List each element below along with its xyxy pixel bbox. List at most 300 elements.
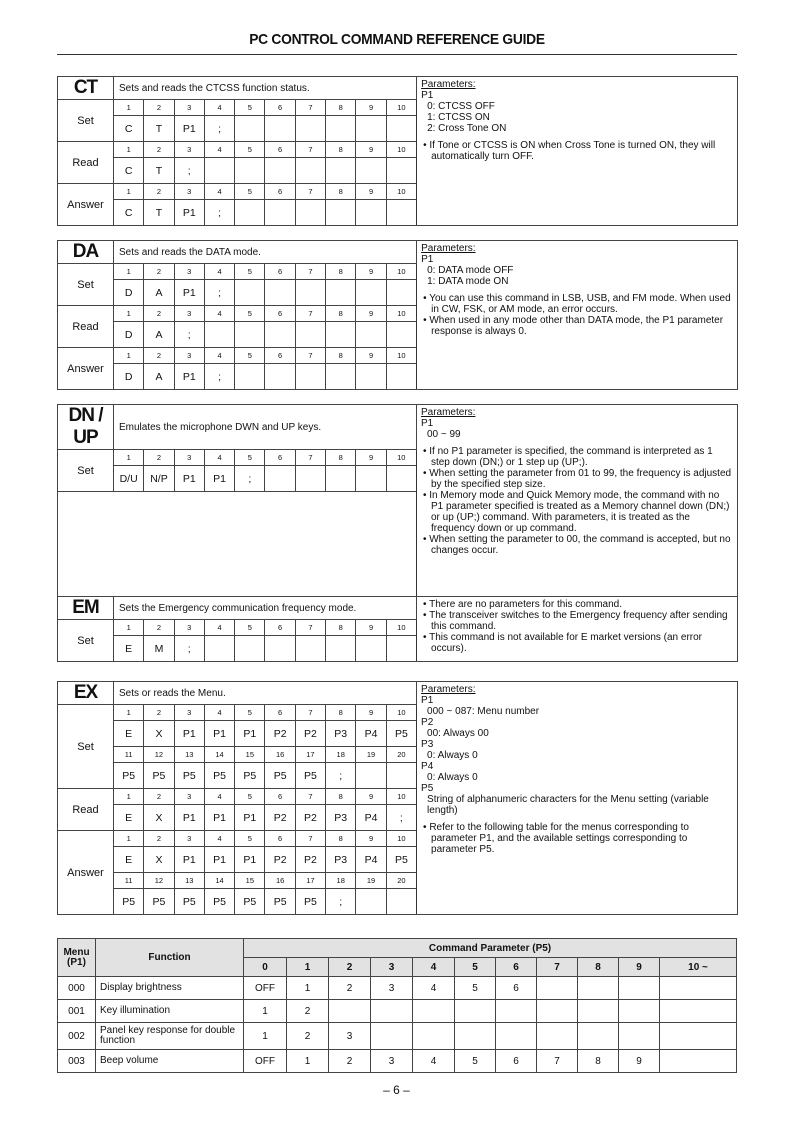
note-bullet: • There are no parameters for this command.: [423, 599, 622, 610]
mode-label: Set: [58, 450, 114, 492]
command-char: P5: [144, 889, 174, 915]
position-number: 7: [295, 348, 325, 364]
command-char: [386, 636, 416, 662]
position-number: 2: [144, 264, 174, 280]
header-column: 5: [455, 958, 496, 977]
menu-value: [578, 1000, 619, 1023]
mode-label: Set: [58, 100, 114, 142]
command-char: [204, 322, 234, 348]
command-char: P5: [114, 763, 144, 789]
command-char: [356, 280, 386, 306]
command-char: P1: [235, 805, 265, 831]
menu-value: 8: [578, 1050, 619, 1073]
command-char: [386, 200, 416, 226]
position-number: 12: [144, 873, 174, 889]
command-char: P1: [174, 116, 204, 142]
menu-value: OFF: [244, 977, 287, 1000]
position-number: 4: [204, 348, 234, 364]
header-column: 2: [329, 958, 371, 977]
command-char: P5: [265, 763, 295, 789]
command-name: DA: [58, 241, 114, 264]
command-char: P2: [295, 721, 325, 747]
command-char: P1: [174, 364, 204, 390]
command-char: [265, 636, 295, 662]
command-char: P2: [265, 847, 295, 873]
parameter-line: 2: Cross Tone ON: [427, 123, 507, 134]
menu-value: 6: [496, 1050, 537, 1073]
command-char: [326, 116, 356, 142]
menu-value: [660, 977, 737, 1000]
menu-value: 3: [371, 1050, 413, 1073]
mode-label: Read: [58, 142, 114, 184]
mode-label: Read: [58, 306, 114, 348]
menu-value: [455, 1023, 496, 1050]
command-char: [326, 364, 356, 390]
command-char: P1: [174, 805, 204, 831]
command-char: [386, 889, 416, 915]
menu-value: [619, 1023, 660, 1050]
menu-value: [496, 1023, 537, 1050]
command-char: [386, 322, 416, 348]
command-char: X: [144, 847, 174, 873]
position-number: 9: [356, 264, 386, 280]
command-char: X: [144, 805, 174, 831]
parameter-line: P1: [421, 695, 434, 706]
position-number: 6: [265, 100, 295, 116]
position-number: 1: [114, 184, 144, 200]
mode-label: Set: [58, 705, 114, 789]
command-char: [265, 364, 295, 390]
note-bullet: • If no P1 parameter is specified, the command is interpreted as 1 step down (DN;) or 1 step up (UP;).: [422, 446, 713, 468]
position-number: 9: [356, 620, 386, 636]
position-number: 8: [326, 705, 356, 721]
parameter-line: 000 ~ 087: Menu number: [427, 706, 540, 717]
command-char: [295, 466, 325, 492]
position-number: 3: [174, 184, 204, 200]
command-char: ;: [174, 322, 204, 348]
command-char: [265, 116, 295, 142]
menu-function: Display brightness: [96, 977, 244, 1000]
position-number: 10: [386, 620, 416, 636]
position-number: 4: [204, 831, 234, 847]
command-char: [265, 200, 295, 226]
menu-value: 2: [329, 1050, 371, 1073]
command-char: [265, 158, 295, 184]
position-number: 6: [265, 142, 295, 158]
position-number: 1: [114, 306, 144, 322]
note-bullet: • When setting the parameter to 00, the command is accepted, but no changes occur.: [422, 534, 731, 556]
position-number: 1: [114, 789, 144, 805]
position-number: 16: [265, 747, 295, 763]
menu-value: 2: [287, 1023, 329, 1050]
position-number: 4: [204, 789, 234, 805]
command-char: D/U: [114, 466, 144, 492]
position-number: 1: [114, 100, 144, 116]
position-number: 9: [356, 789, 386, 805]
menu-value: 1: [244, 1000, 287, 1023]
command-char: P5: [204, 763, 234, 789]
position-number: 6: [265, 450, 295, 466]
command-char: [235, 116, 265, 142]
command-char: P1: [204, 805, 234, 831]
position-number: 7: [295, 142, 325, 158]
command-char: D: [114, 280, 144, 306]
position-number: 18: [326, 747, 356, 763]
parameter-line: P1: [421, 254, 434, 265]
command-char: P5: [174, 763, 204, 789]
position-number: 15: [235, 873, 265, 889]
command-char: P5: [386, 847, 416, 873]
menu-value: OFF: [244, 1050, 287, 1073]
position-number: 2: [144, 831, 174, 847]
command-char: P1: [235, 847, 265, 873]
position-number: 4: [204, 264, 234, 280]
menu-row: [58, 977, 737, 1000]
parameter-line: Parameters:: [421, 684, 476, 695]
menu-value: [537, 1000, 578, 1023]
menu-number: 001: [58, 1000, 96, 1023]
command-char: C: [114, 200, 144, 226]
command-char: [356, 158, 386, 184]
position-number: 11: [114, 873, 144, 889]
command-char: [326, 158, 356, 184]
position-number: 2: [144, 142, 174, 158]
header-column: 7: [537, 958, 578, 977]
position-number: 2: [144, 184, 174, 200]
menu-value: [455, 1000, 496, 1023]
position-number: 19: [356, 747, 386, 763]
position-number: 9: [356, 348, 386, 364]
command-char: P5: [144, 763, 174, 789]
command-char: P1: [174, 200, 204, 226]
parameter-line: P1: [421, 90, 434, 101]
position-number: 10: [386, 142, 416, 158]
command-char: [356, 200, 386, 226]
page-title: PC CONTROL COMMAND REFERENCE GUIDE: [249, 31, 545, 48]
position-number: 10: [386, 450, 416, 466]
position-number: 7: [295, 184, 325, 200]
position-number: 10: [386, 705, 416, 721]
command-char: [295, 158, 325, 184]
position-number: 4: [204, 620, 234, 636]
position-number: 8: [326, 348, 356, 364]
position-number: 8: [326, 142, 356, 158]
page-number: – 6 –: [383, 1083, 410, 1097]
menu-value: [660, 1050, 737, 1073]
menu-value: [578, 977, 619, 1000]
position-number: 5: [235, 184, 265, 200]
menu-value: 1: [287, 977, 329, 1000]
position-number: 14: [204, 747, 234, 763]
position-number: 20: [386, 747, 416, 763]
command-char: [295, 322, 325, 348]
position-number: 7: [295, 831, 325, 847]
command-char: ;: [386, 805, 416, 831]
position-number: 10: [386, 264, 416, 280]
parameter-line: 0: CTCSS OFF: [427, 101, 495, 112]
position-number: 19: [356, 873, 386, 889]
header-column: 0: [244, 958, 287, 977]
position-number: 5: [235, 705, 265, 721]
position-number: 5: [235, 264, 265, 280]
command-char: [295, 200, 325, 226]
position-number: 3: [174, 705, 204, 721]
menu-value: [619, 977, 660, 1000]
position-number: 6: [265, 184, 295, 200]
note-bullet: • If Tone or CTCSS is ON when Cross Tone is turned ON, they will automatically turn OFF.: [423, 140, 716, 162]
parameter-line: P5: [421, 783, 434, 794]
position-number: 9: [356, 306, 386, 322]
position-number: 10: [386, 831, 416, 847]
position-number: 2: [144, 789, 174, 805]
position-number: 17: [295, 747, 325, 763]
position-number: 2: [144, 306, 174, 322]
note-bullet: • The transceiver switches to the Emergency frequency after sending this command.: [423, 610, 728, 632]
menu-value: 9: [619, 1050, 660, 1073]
command-char: P5: [114, 889, 144, 915]
position-number: 8: [326, 264, 356, 280]
command-char: C: [114, 158, 144, 184]
command-char: P2: [265, 721, 295, 747]
command-char: T: [144, 158, 174, 184]
command-char: [295, 636, 325, 662]
menu-value: 7: [537, 1050, 578, 1073]
command-char: [295, 280, 325, 306]
position-number: 9: [356, 831, 386, 847]
command-char: P3: [326, 805, 356, 831]
position-number: 5: [235, 450, 265, 466]
menu-value: 1: [287, 1050, 329, 1073]
position-number: 8: [326, 450, 356, 466]
empty-area: [58, 492, 417, 597]
menu-value: [413, 1023, 455, 1050]
command-char: P3: [326, 721, 356, 747]
menu-value: 2: [329, 977, 371, 1000]
note-bullet: • This command is not available for E market versions (an error occurs).: [423, 632, 703, 654]
header-function: Function: [96, 939, 244, 977]
command-char: T: [144, 200, 174, 226]
menu-value: [578, 1023, 619, 1050]
command-char: [386, 364, 416, 390]
command-char: ;: [204, 116, 234, 142]
parameter-line: 0: Always 0: [427, 750, 478, 761]
position-number: 12: [144, 747, 174, 763]
menu-value: [371, 1000, 413, 1023]
command-char: [265, 280, 295, 306]
note-bullet: • When used in any mode other than DATA mode, the P1 parameter response is always 0.: [423, 315, 724, 337]
position-number: 4: [204, 306, 234, 322]
command-name: EM: [58, 597, 114, 620]
command-char: P1: [204, 466, 234, 492]
position-number: 10: [386, 789, 416, 805]
position-number: 8: [326, 184, 356, 200]
menu-value: 3: [329, 1023, 371, 1050]
position-number: 1: [114, 620, 144, 636]
menu-value: [660, 1023, 737, 1050]
header-menu: Menu (P1): [58, 939, 96, 977]
header-column: 3: [371, 958, 413, 977]
parameter-line: Parameters:: [421, 79, 476, 90]
command-char: [235, 364, 265, 390]
command-char: [386, 280, 416, 306]
command-char: P1: [204, 721, 234, 747]
position-number: 8: [326, 831, 356, 847]
mode-label: Answer: [58, 348, 114, 390]
position-number: 5: [235, 348, 265, 364]
position-number: 7: [295, 100, 325, 116]
header-column: 4: [413, 958, 455, 977]
parameter-line: 00: Always 00: [427, 728, 489, 739]
position-number: 3: [174, 142, 204, 158]
mode-label: Set: [58, 264, 114, 306]
position-number: 3: [174, 450, 204, 466]
command-char: P2: [265, 805, 295, 831]
parameters-panel: [417, 77, 738, 226]
position-number: 1: [114, 264, 144, 280]
menu-value: [413, 1000, 455, 1023]
command-char: E: [114, 636, 144, 662]
menu-row: [58, 1000, 737, 1023]
command-char: X: [144, 721, 174, 747]
position-number: 8: [326, 100, 356, 116]
command-char: P5: [235, 763, 265, 789]
position-number: 3: [174, 348, 204, 364]
command-char: ;: [204, 280, 234, 306]
parameter-line: 00 ~ 99: [426, 429, 461, 440]
header-column: 10 ~: [660, 958, 737, 977]
command-char: [326, 200, 356, 226]
position-number: 11: [114, 747, 144, 763]
position-number: 6: [265, 264, 295, 280]
command-char: P5: [235, 889, 265, 915]
command-char: [386, 763, 416, 789]
command-char: [295, 116, 325, 142]
menu-table: [57, 938, 737, 1073]
command-name: EX: [58, 682, 114, 705]
position-number: 7: [295, 789, 325, 805]
position-number: 9: [356, 100, 386, 116]
position-number: 6: [265, 306, 295, 322]
command-char: P5: [295, 763, 325, 789]
command-char: ;: [235, 466, 265, 492]
command-char: [235, 280, 265, 306]
menu-value: [329, 1000, 371, 1023]
parameter-line: 0: Always 0: [427, 772, 478, 783]
menu-value: 6: [496, 977, 537, 1000]
command-char: [386, 116, 416, 142]
menu-value: 5: [455, 1050, 496, 1073]
command-char: C: [114, 116, 144, 142]
position-number: 9: [356, 142, 386, 158]
command-char: A: [144, 322, 174, 348]
command-char: [356, 364, 386, 390]
parameter-line: Parameters:: [420, 407, 476, 418]
command-char: [235, 322, 265, 348]
note-bullet: • You can use this command in LSB, USB, and FM mode. When used in CW, FSK, or AM mode, an error occurs.: [423, 293, 731, 315]
menu-number: 002: [58, 1023, 96, 1050]
position-number: 3: [174, 306, 204, 322]
position-number: 8: [326, 620, 356, 636]
position-number: 5: [235, 142, 265, 158]
mode-label: Set: [58, 620, 114, 662]
command-char: [386, 158, 416, 184]
position-number: 3: [174, 789, 204, 805]
command-char: T: [144, 116, 174, 142]
command-char: P5: [204, 889, 234, 915]
command-block-da: [57, 240, 738, 390]
command-char: E: [114, 847, 144, 873]
position-number: 5: [235, 789, 265, 805]
command-block-em: [57, 596, 738, 662]
position-number: 2: [144, 450, 174, 466]
command-char: [326, 322, 356, 348]
menu-value: [660, 1000, 737, 1023]
position-number: 3: [174, 831, 204, 847]
position-number: 16: [265, 873, 295, 889]
parameter-line: P4: [421, 761, 434, 772]
command-char: P5: [174, 889, 204, 915]
command-char: P5: [386, 721, 416, 747]
mode-label: Answer: [58, 831, 114, 915]
position-number: 10: [386, 306, 416, 322]
command-char: [235, 200, 265, 226]
position-number: 3: [174, 264, 204, 280]
parameters-panel: [417, 241, 738, 390]
position-number: 9: [356, 705, 386, 721]
command-char: D: [114, 322, 144, 348]
position-number: 1: [114, 348, 144, 364]
position-number: 7: [295, 620, 325, 636]
position-number: 4: [204, 450, 234, 466]
position-number: 13: [174, 873, 204, 889]
position-number: 8: [326, 306, 356, 322]
position-number: 2: [144, 705, 174, 721]
header-column: 8: [578, 958, 619, 977]
parameters-panel: [417, 682, 738, 915]
position-number: 6: [265, 789, 295, 805]
command-char: [356, 889, 386, 915]
parameter-line: P3: [421, 739, 434, 750]
header-column: 9: [619, 958, 660, 977]
position-number: 7: [295, 306, 325, 322]
command-char: P1: [174, 466, 204, 492]
command-char: A: [144, 280, 174, 306]
position-number: 9: [356, 184, 386, 200]
command-description: Sets and reads the DATA mode.: [114, 241, 417, 264]
command-char: P1: [174, 847, 204, 873]
header-column: 6: [496, 958, 537, 977]
command-char: ;: [204, 200, 234, 226]
note-bullet: • When setting the parameter from 01 to 99, the frequency is adjusted by the specified step size.: [422, 468, 732, 490]
position-number: 1: [114, 705, 144, 721]
menu-value: 3: [371, 977, 413, 1000]
menu-number: 003: [58, 1050, 96, 1073]
command-char: P1: [174, 280, 204, 306]
command-char: [235, 158, 265, 184]
menu-number: 000: [58, 977, 96, 1000]
command-name: CT: [58, 77, 114, 100]
position-number: 5: [235, 100, 265, 116]
position-number: 1: [114, 142, 144, 158]
position-number: 7: [295, 450, 325, 466]
command-char: ;: [326, 763, 356, 789]
position-number: 17: [295, 873, 325, 889]
position-number: 10: [386, 100, 416, 116]
position-number: 10: [386, 348, 416, 364]
command-char: P1: [174, 721, 204, 747]
command-char: ;: [174, 636, 204, 662]
position-number: 1: [114, 831, 144, 847]
